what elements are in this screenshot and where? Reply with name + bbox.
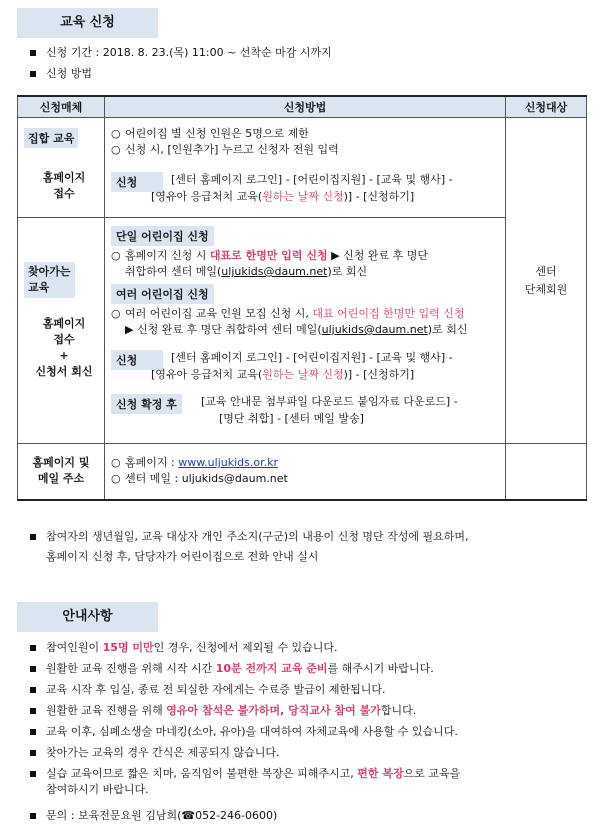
tag-visiting-education: 찾아가는 교육 <box>24 262 75 298</box>
list-item: ○ 어린이집 별 신청 인원은 5명으로 제한 <box>111 127 309 140</box>
section-title-application: 교육 신청 <box>17 8 158 38</box>
bullet-square-icon <box>30 534 36 540</box>
cell-media-contact <box>18 444 105 500</box>
bullet-method: 신청 방법 <box>30 66 591 82</box>
notice-item: 원활한 교육 진행을 위해 영유아 참석은 불가하며, 당직교사 참여 불가합니다. <box>30 703 591 719</box>
confirm-label: 신청 확정 후 <box>111 394 182 414</box>
apply-path-line2: [영유아 응급처치 교육(원하는 날짜 신청)] - [신청하기] <box>151 190 415 203</box>
apply-label: 신청 <box>111 350 163 370</box>
circle-bullet-icon: ○ <box>111 472 121 486</box>
notice-item: 실습 교육이므로 짧은 치마, 움직임이 불편한 복장은 피해주시고, 편한 복장으로 교육을 참여하시기 바랍니다. <box>30 766 591 798</box>
label-homepage-mail: 홈페이지 및 메일 주소 <box>32 456 90 486</box>
multi-daycare-title: 여러 어린이집 신청 <box>111 284 214 304</box>
notice-item: 교육 시작 후 입실, 종료 전 퇴실한 자에게는 수료증 발급이 제한됩니다. <box>30 682 591 698</box>
cell-method-group <box>105 118 506 218</box>
bullet-period: 신청 기간 : 2018. 8. 23.(목) 11:00 ~ 선착순 마감 시까지 <box>30 45 591 61</box>
bullet-square-icon <box>30 50 36 56</box>
bullet-square-icon <box>30 771 36 777</box>
header-media: 신청매체 <box>18 96 105 118</box>
notice-item-contact: 문의 : 보육전문요원 김남희(☎052-246-0600) <box>30 808 591 824</box>
circle-bullet-icon: ○ <box>111 249 121 262</box>
confirm-block: 신청 확정 후 [교육 안내문 첨부파일 다운로드 붙임자료 다운로드] - [명단 취합] - [센터 메일 발송] <box>111 394 501 430</box>
bullet-square-icon <box>30 687 36 693</box>
cell-target: 센터 단체회원 <box>506 118 587 444</box>
apply-path-line2: [영유아 응급처치 교육(원하는 날짜 신청)] - [신청하기] <box>151 368 415 381</box>
list-item: ○ 여러 어린이집 교육 인원 모집 신청 시, 대표 어린이집 한명만 입력 신청 <box>111 307 465 320</box>
bullet-square-icon <box>30 813 36 819</box>
label-homepage-reply: 홈페이지 접수 + 신청서 회신 <box>35 317 93 378</box>
bullet-square-icon <box>30 71 36 77</box>
cell-method-contact <box>105 444 506 500</box>
cell-media-visiting <box>18 218 105 444</box>
table-row-contact <box>18 444 587 500</box>
table-row-visiting-education <box>18 218 587 444</box>
note-paragraph: 참여자의 생년월일, 교육 대상자 개인 주소지(구군)의 내용이 신청 명단 작성에 필요하며, 홈페이지 신청 후, 담당자가 어린이집으로 전화 안내 실시 <box>30 527 591 567</box>
notice-item: 원활한 교육 진행을 위해 시작 시간 10분 전까지 교육 준비를 해주시기 바랍니다. <box>30 661 591 677</box>
list-item: ○ 센터 메일 : uljukids@daum.net <box>111 472 288 486</box>
notice-item: 참여인원이 15명 미만인 경우, 신청에서 제외될 수 있습니다. <box>30 640 591 656</box>
circle-bullet-icon: ○ <box>111 456 121 470</box>
table-header-row <box>18 96 587 118</box>
notice-item: 찾아가는 교육의 경우 간식은 제공되지 않습니다. <box>30 745 591 761</box>
list-item: ○ 신청 시, [인원추가] 누르고 신청자 전원 입력 <box>111 143 339 156</box>
bullet-square-icon <box>30 729 36 735</box>
bullet-square-icon <box>30 645 36 651</box>
bullet-square-icon <box>30 708 36 714</box>
notice-item: 교육 이후, 심폐소생술 마네킹(소아, 유아)을 대여하여 자체교육에 사용할 수 있습니다. <box>30 724 591 740</box>
table-row-group-education <box>18 118 587 218</box>
section-title-notice: 안내사항 <box>17 602 158 632</box>
header-method: 신청방법 <box>105 96 506 118</box>
homepage-link[interactable]: www.uljukids.or.kr <box>178 456 279 470</box>
application-table <box>17 95 587 501</box>
single-daycare-title: 단일 어린이집 신청 <box>111 226 214 246</box>
circle-bullet-icon: ○ <box>111 127 121 140</box>
header-target: 신청대상 <box>506 96 587 118</box>
circle-bullet-icon: ○ <box>111 307 121 320</box>
list-item: ○ 홈페이지 : www.uljukids.or.kr <box>111 456 279 470</box>
apply-label: 신청 <box>111 172 163 192</box>
cell-method-visiting: 단일 어린이집 신청 ○ 홈페이지 신청 시 대표로 한명만 입력 신청 ▶ 신청 완료 후 명단 취합하여 센터 메일(uljukids@daum.net)로 회신 여러 어린이집 신청 ○ 여러 어린이집 교육 인원 모집 신청 시, 대표 어린이집 한명만 입력 신청 ▶ 신청 완료 후 명단 취합하여 센터 메일(uljukids@daum.net)로 회신 신청 [센터 홈페이지 로그인] - [어린이집지원] - [교육 및 행사] - [영유아 응급처치 교육(원하는 날짜 신청)] - [신청하기] 신청 확정 후 [교육 안내문 첨부파일 다운로드 붙임자료 다운로드] - [명단 취합] - [센터 메일 발송] <box>105 218 506 444</box>
bullet-square-icon <box>30 666 36 672</box>
apply-path-block: 신청 [센터 홈페이지 로그인] - [어린이집지원] - [교육 및 행사] - [영유아 응급처치 교육(원하는 날짜 신청)] - [신청하기] <box>111 350 501 386</box>
tag-group-education: 집합 교육 <box>24 128 78 148</box>
cell-media-group <box>18 118 105 218</box>
label-homepage-receipt: 홈페이지 접수 <box>42 171 86 200</box>
bullet-square-icon <box>30 750 36 756</box>
email-link[interactable]: uljukids@daum.net <box>221 265 328 278</box>
list-item: ○ 홈페이지 신청 시 대표로 한명만 입력 신청 ▶ 신청 완료 후 명단 <box>111 249 428 262</box>
apply-path-block: 신청 [센터 홈페이지 로그인] - [어린이집지원] - [교육 및 행사] - [영유아 응급처치 교육(원하는 날짜 신청)] - [신청하기] <box>111 172 501 208</box>
email-link[interactable]: uljukids@daum.net <box>321 323 428 336</box>
cell-target-empty <box>506 444 587 500</box>
circle-bullet-icon: ○ <box>111 143 121 156</box>
